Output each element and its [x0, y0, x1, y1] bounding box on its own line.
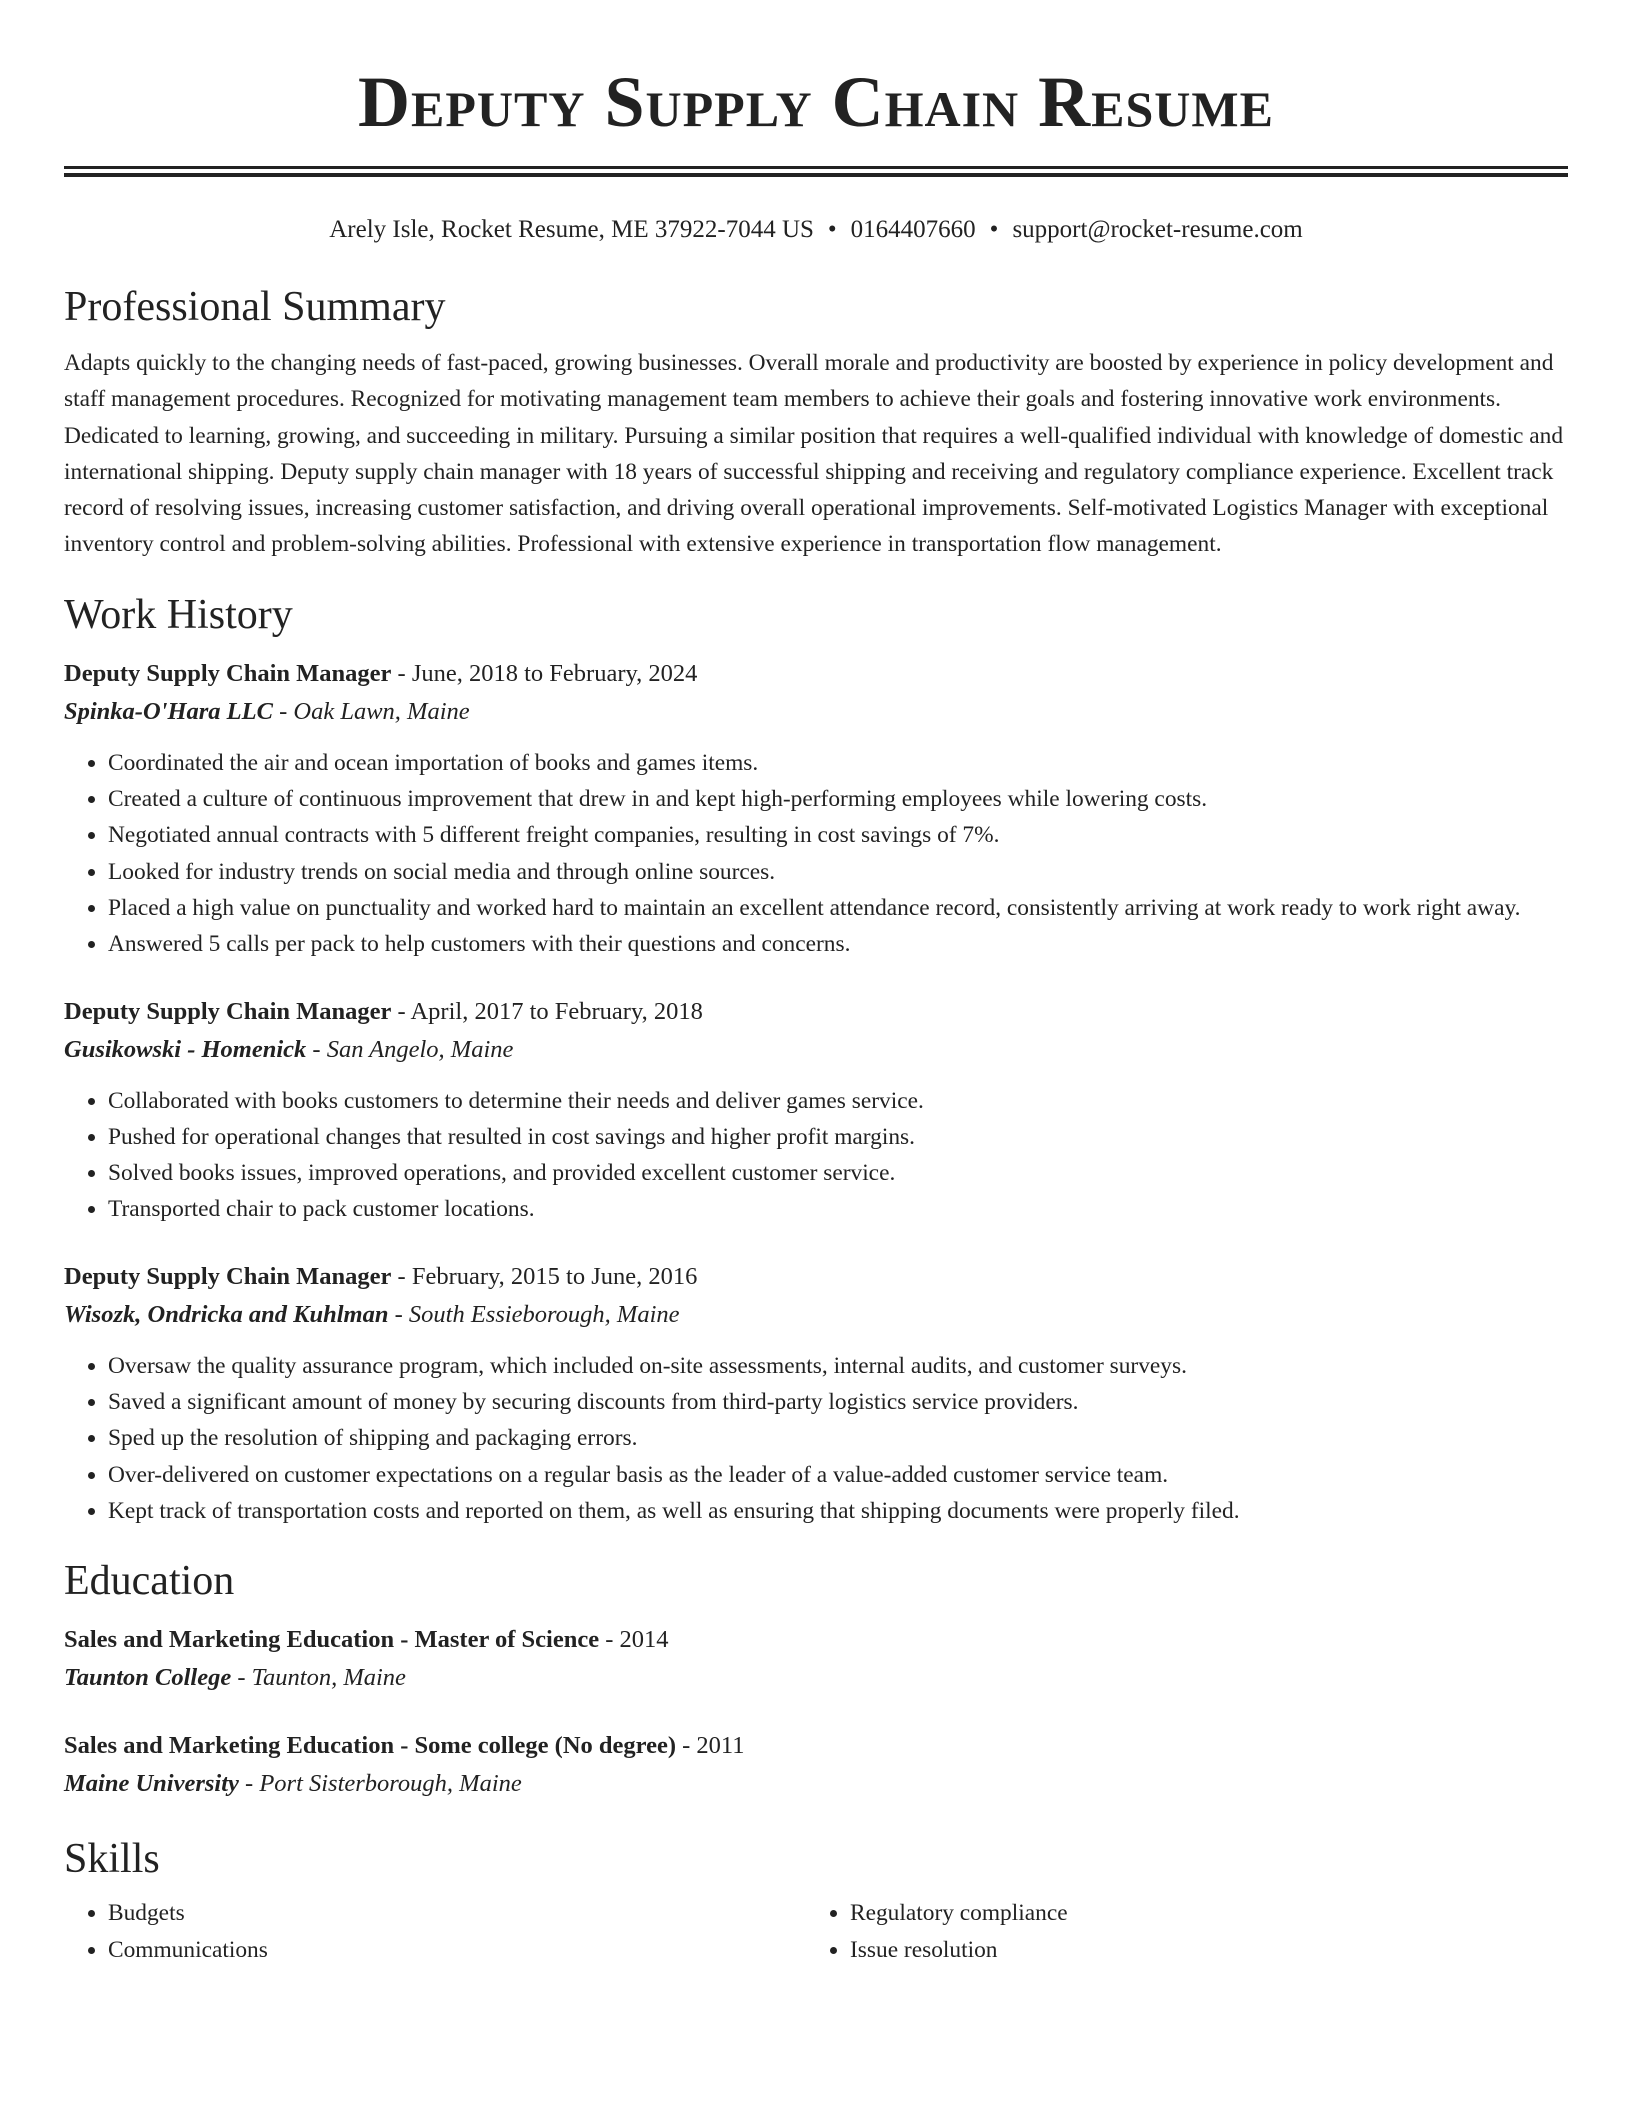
job-entry — [64, 1258, 1568, 1529]
job-entry — [64, 993, 1568, 1228]
list-item: • Looked for industry trends on social media and through online sources. — [108, 854, 1568, 890]
summary-section — [64, 281, 1568, 563]
skills-column-left — [64, 1895, 806, 1968]
job-company-line — [64, 1296, 1568, 1334]
list-item: • Negotiated annual contracts with 5 different freight companies, resulting in cost savings of 7%. — [108, 817, 1568, 853]
job-company: Wisozk, Ondricka and Kuhlman — [64, 1300, 389, 1328]
job-bullet-list — [64, 1348, 1568, 1529]
list-item: • Collaborated with books customers to determine their needs and deliver games service. — [108, 1083, 1568, 1119]
job-title-line — [64, 655, 1568, 693]
list-item: • Kept track of transportation costs and reported on them, as well as ensuring that shipping documents were properly filed. — [108, 1493, 1568, 1529]
education-degree: Sales and Marketing Education - Master of Science — [64, 1626, 600, 1654]
education-section — [64, 1555, 1568, 1803]
list-item: • Solved books issues, improved operations, and provided excellent customer service. — [108, 1155, 1568, 1191]
list-item: • Placed a high value on punctuality and worked hard to maintain an excellent attendance record, consistently arriving at work ready to work right away. — [108, 890, 1568, 926]
job-title-line — [64, 993, 1568, 1031]
job-location: - San Angelo, Maine — [306, 1035, 514, 1063]
list-item: • Transported chair to pack customer locations. — [108, 1191, 1568, 1227]
education-school-line — [64, 1659, 1568, 1697]
contact-separator: • — [827, 216, 837, 243]
job-location: - Oak Lawn, Maine — [272, 697, 470, 725]
skills-grid — [64, 1895, 1568, 1968]
job-entry — [64, 655, 1568, 963]
contact-phone: 0164407660 — [850, 216, 976, 243]
document-title: Deputy Supply Chain Resume — [358, 62, 1274, 142]
education-school: Taunton College — [64, 1664, 232, 1692]
list-item: • Answered 5 calls per pack to help customers with their questions and concerns. — [108, 926, 1568, 962]
job-bullet-list — [64, 1083, 1568, 1228]
job-dates: - February, 2015 to June, 2016 — [391, 1262, 698, 1290]
contact-line — [64, 213, 1568, 247]
summary-text: Adapts quickly to the changing needs of fast-paced, growing businesses. Overall morale and productivity are boosted by experience in policy development and staff management procedures. Recognized for motivating management team members to achieve their goals and fostering innovative work environments. Dedicated to learning, growing, and succeeding in military. Pursuing a similar position that requires a well-qualified individual with knowledge of domestic and international shipping. Deputy supply chain manager with 18 years of successful shipping and receiving and regulatory compliance experience. Excellent track record of resolving issues, increasing customer satisfaction, and driving overall operational improvements. Self-motivated Logistics Manager with exceptional inventory control and problem-solving abilities. Professional with extensive experience in transportation flow management. — [64, 350, 1564, 558]
list-item: • Saved a significant amount of money by securing discounts from third-party logistics service providers. — [108, 1384, 1568, 1420]
job-dates: - April, 2017 to February, 2018 — [391, 997, 703, 1025]
skills-heading: Skills — [64, 1836, 160, 1883]
education-degree-line — [64, 1727, 1568, 1765]
list-item: • Over-delivered on customer expectations on a regular basis as the leader of a value-added customer service team. — [108, 1457, 1568, 1493]
education-entry — [64, 1621, 1568, 1697]
education-year: - 2011 — [676, 1732, 745, 1760]
list-item: • Oversaw the quality assurance program, which included on-site assessments, internal audits, and customer surveys. — [108, 1348, 1568, 1384]
skills-column-right — [806, 1895, 1548, 1968]
list-item: • Sped up the resolution of shipping and packaging errors. — [108, 1420, 1568, 1456]
job-company: Gusikowski - Homenick — [64, 1035, 307, 1063]
skills-section — [64, 1833, 1568, 1968]
list-item: • Coordinated the air and ocean importation of books and games items. — [108, 745, 1568, 781]
summary-heading: Professional Summary — [64, 284, 446, 330]
job-location: - South Essieborough, Maine — [388, 1300, 680, 1328]
list-item: • Pushed for operational changes that resulted in cost savings and higher profit margins. — [108, 1119, 1568, 1155]
job-role: Deputy Supply Chain Manager — [64, 659, 392, 687]
job-bullet-list — [64, 745, 1568, 963]
job-title-line — [64, 1258, 1568, 1296]
job-company-line — [64, 1031, 1568, 1069]
work-history-section — [64, 589, 1568, 1529]
job-role: Deputy Supply Chain Manager — [64, 997, 392, 1025]
contact-address: Arely Isle, Rocket Resume, ME 37922-7044 US — [329, 216, 814, 243]
education-school-line — [64, 1765, 1568, 1803]
work-history-heading: Work History — [64, 591, 293, 638]
education-degree: Sales and Marketing Education - Some college (No degree) — [64, 1732, 676, 1760]
contact-email: support@rocket-resume.com — [1012, 216, 1303, 243]
list-item: • Regulatory compliance — [850, 1895, 1548, 1931]
education-degree-line — [64, 1621, 1568, 1659]
list-item: • Communications — [108, 1932, 806, 1968]
contact-separator: • — [989, 216, 999, 243]
education-year: - 2014 — [599, 1626, 669, 1654]
education-entry — [64, 1727, 1568, 1803]
education-school: Maine University — [64, 1770, 239, 1798]
job-dates: - June, 2018 to February, 2024 — [391, 659, 698, 687]
job-role: Deputy Supply Chain Manager — [64, 1262, 392, 1290]
list-item: • Issue resolution — [850, 1932, 1548, 1968]
list-item: • Created a culture of continuous improvement that drew in and kept high-performing employees while lowering costs. — [108, 781, 1568, 817]
list-item: • Budgets — [108, 1895, 806, 1931]
title-double-rule — [64, 166, 1568, 177]
education-location: - Taunton, Maine — [231, 1664, 406, 1692]
education-location: - Port Sisterborough, Maine — [238, 1770, 522, 1798]
job-company-line — [64, 693, 1568, 731]
job-company: Spinka-O'Hara LLC — [64, 697, 273, 725]
education-heading: Education — [64, 1558, 235, 1605]
